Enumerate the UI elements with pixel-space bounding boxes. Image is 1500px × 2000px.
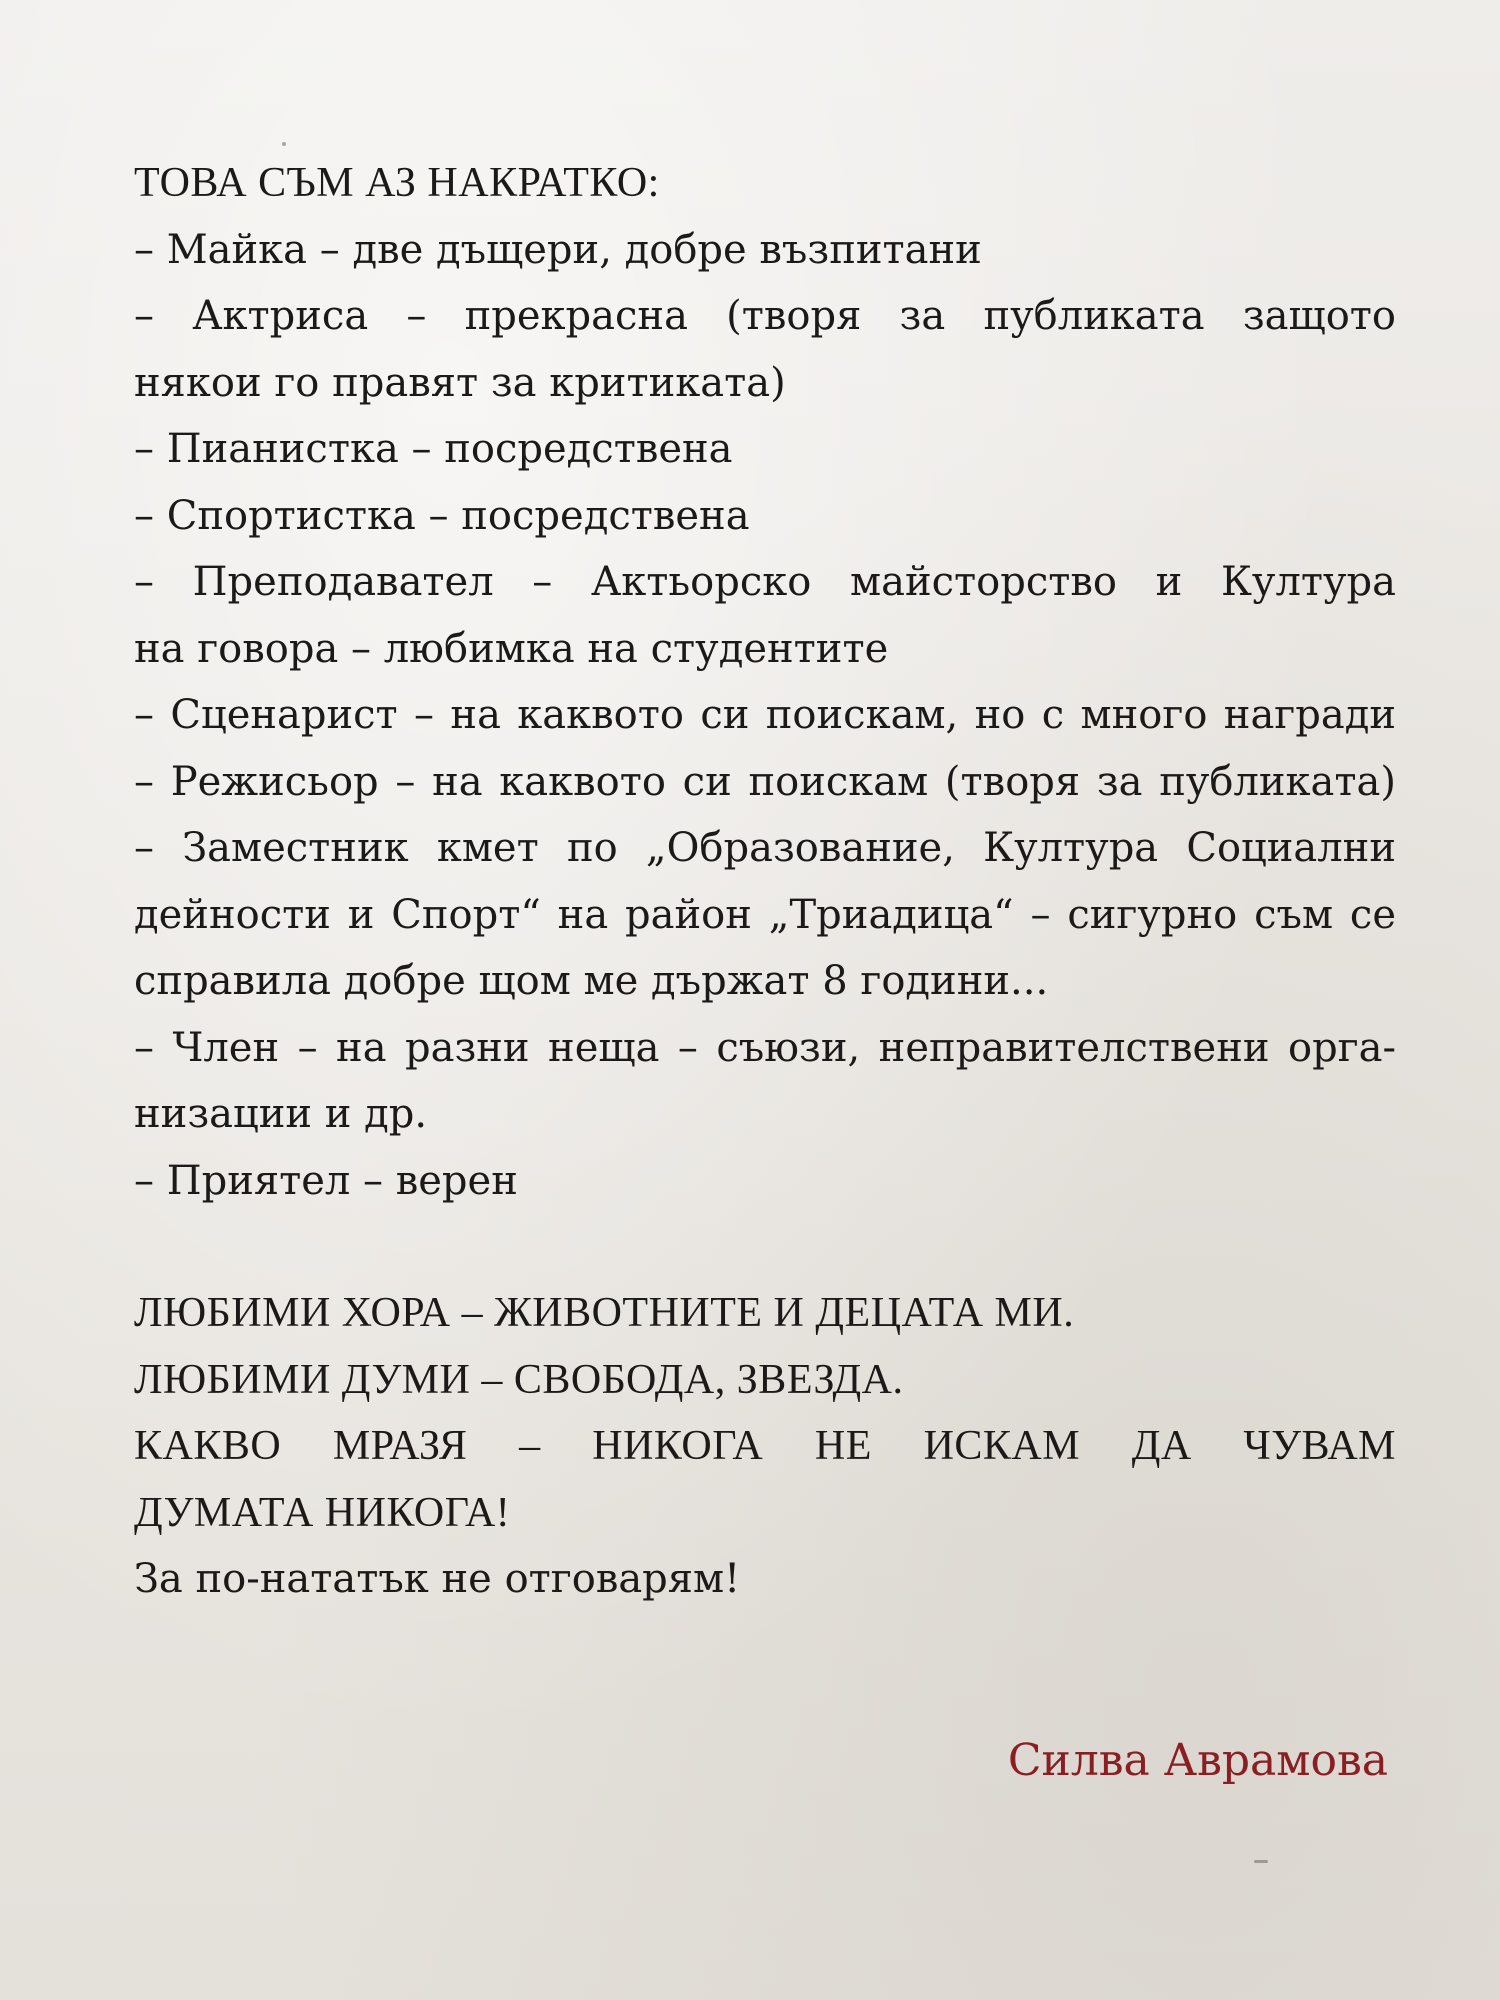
list-line: – Майка – две дъщери, добре възпитани	[134, 226, 982, 273]
main-text	[134, 150, 1396, 1613]
closing-line: За по-нататък не отговарям!	[134, 1556, 741, 1602]
list-line: – Член – на разни неща – съюзи, неправителствени орга-	[134, 1024, 1396, 1071]
list-line: – Заместник кмет по „Образование, Култура Социални	[134, 825, 1396, 871]
list-line: – Сценарист – на каквото си поискам, но с много награди	[134, 692, 1396, 738]
list-line: на говора – любимка на студентите	[134, 625, 889, 672]
list-line: – Пианистка – посредствена	[134, 426, 733, 472]
list-line: низации и др.	[134, 1091, 428, 1137]
list-line: – Спортистка – посредствена	[134, 492, 750, 539]
paragraph-gap	[134, 1214, 1396, 1280]
author-signature: Силва Аврамова	[1007, 1735, 1388, 1786]
list-line: – Приятел – верен	[134, 1157, 518, 1204]
paper-speck	[1254, 1860, 1268, 1863]
list-line: – Актриса – прекрасна (творя за публиката защото	[134, 293, 1396, 339]
heading: ТОВА СЪМ АЗ НАКРАТКО:	[134, 160, 660, 206]
list-line: дейности и Спорт“ на район „Триадица“ – сигурно съм се	[134, 891, 1396, 938]
favorite-people: ЛЮБИМИ ХОРА – ЖИВОТНИТЕ И ДЕЦАТА МИ.	[134, 1290, 1075, 1336]
list-line: справила добре щом ме държат 8 години...	[134, 958, 1049, 1004]
paper-speck	[282, 142, 286, 146]
list-line: – Преподавател – Актьорско майсторство и Култура	[134, 559, 1396, 605]
list-line: някои го правят за критиката)	[134, 359, 786, 406]
list-line: – Режисьор – на каквото си поискам (творя за публиката)	[134, 758, 1396, 805]
what-i-hate: КАКВО МРАЗЯ – НИКОГА НЕ ИСКАМ ДА ЧУВАМ	[134, 1423, 1396, 1469]
what-i-hate-continued: ДУМАТА НИКОГА!	[134, 1489, 511, 1536]
favorite-words: ЛЮБИМИ ДУМИ – СВОБОДА, ЗВЕЗДА.	[134, 1356, 904, 1403]
